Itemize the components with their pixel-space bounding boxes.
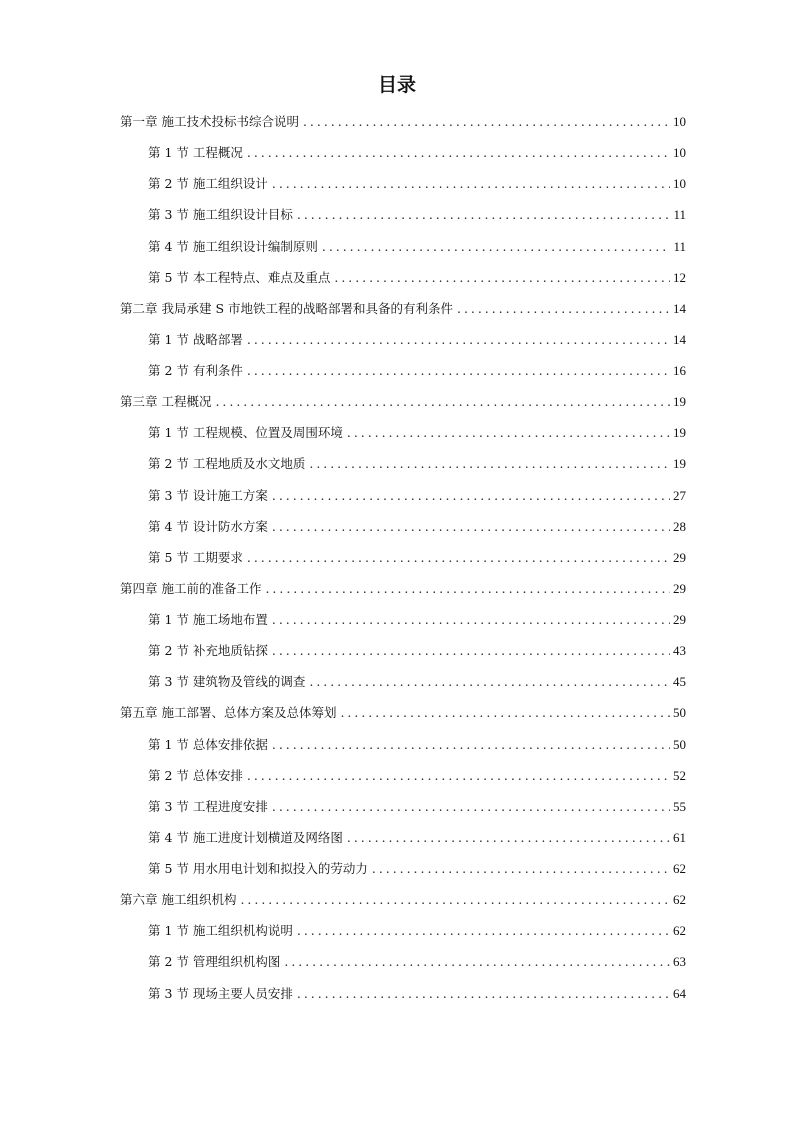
dot-leader [272,799,670,814]
toc-entry-label: 第 3 节 设计施工方案 [148,487,268,503]
toc-page-number: 14 [673,331,686,347]
toc-entry-label: 第 2 节 施工组织设计 [148,176,268,192]
toc-entry-label: 第五章 施工部署、总体方案及总体筹划 [120,705,337,721]
toc-entry-label: 第 4 节 施工进度计划横道及网络图 [148,829,343,845]
toc-page-number: 50 [673,705,686,721]
toc-entry-section[interactable] [120,828,686,859]
toc-entry-section[interactable] [120,517,686,548]
toc-entry-section[interactable] [120,454,686,485]
dot-leader [247,363,670,378]
toc-page-number: 12 [673,269,686,285]
toc-entry-label: 第 1 节 总体安排依据 [148,736,268,752]
dot-leader [322,239,671,254]
dot-leader [272,643,670,658]
toc-entry-label: 第一章 施工技术投标书综合说明 [120,114,299,129]
toc-entry-label: 第 3 节 施工组织设计目标 [148,207,293,223]
toc-page-number: 11 [673,207,686,223]
toc-page-number: 63 [673,954,686,970]
toc-page-number: 45 [673,674,686,690]
dot-leader [215,394,670,409]
toc-entry-label: 第 2 节 总体安排 [148,767,243,783]
toc-entry-section[interactable] [120,361,686,392]
toc-entry-section[interactable] [120,143,686,174]
toc-entry-label: 第 1 节 施工组织机构说明 [148,923,293,939]
toc-page-number: 62 [673,861,686,876]
toc-entry-section[interactable] [120,237,686,268]
toc-entry-section[interactable] [120,423,686,454]
toc-entry-label: 第 2 节 管理组织机构图 [148,954,281,970]
toc-entry-label: 第 5 节 本工程特点、难点及重点 [148,269,331,285]
dot-leader [297,923,670,938]
toc-entry-section[interactable] [120,797,686,828]
toc-page-number: 10 [673,145,686,161]
toc-page-number: 10 [673,114,686,129]
toc-page-number: 64 [673,985,686,1001]
dot-leader [284,954,670,969]
dot-leader [309,674,670,689]
dot-leader [372,861,670,876]
toc-entry-label: 第 3 节 现场主要人员安排 [148,985,293,1001]
toc-page-number: 19 [673,425,686,441]
toc-entry-section[interactable] [120,205,686,236]
toc-page-number: 62 [673,923,686,939]
toc-page-number: 43 [673,643,686,659]
toc-page-number: 27 [673,487,686,503]
dot-leader [334,270,670,285]
toc-entry-label: 第 3 节 工程进度安排 [148,798,268,814]
dot-leader [247,332,670,347]
toc-entry-section[interactable] [120,672,686,703]
dot-leader [340,705,670,720]
toc-entry-chapter[interactable] [120,112,686,143]
toc-entry-section[interactable] [120,610,686,641]
toc-entry-section[interactable] [120,921,686,952]
toc-entry-label: 第 1 节 工程概况 [148,145,243,161]
dot-leader [265,581,670,596]
toc-entry-section[interactable] [120,766,686,797]
toc-page-number: 29 [673,580,686,596]
dot-leader [297,207,671,222]
toc-page-number: 52 [673,767,686,783]
dot-leader [297,986,670,1001]
toc-page-number: 55 [673,798,686,814]
toc-entry-label: 第 5 节 用水用电计划和拟投入的劳动力 [148,861,368,876]
dot-leader [247,145,670,160]
toc-entry-section[interactable] [120,174,686,205]
toc-entry-label: 第 2 节 补充地质钻探 [148,643,268,659]
toc-entry-label: 第三章 工程概况 [120,394,212,410]
toc-entry-label: 第 2 节 工程地质及水文地质 [148,456,306,472]
dot-leader [272,176,670,191]
toc-entry-section[interactable] [120,330,686,361]
toc-page-number: 61 [673,829,686,845]
dot-leader [303,114,670,129]
toc-entry-label: 第 1 节 战略部署 [148,331,243,347]
toc-page-number: 10 [673,176,686,192]
toc-entry-label: 第六章 施工组织机构 [120,892,237,908]
page-title: 目录 [377,74,416,96]
toc-entry-section[interactable] [120,486,686,517]
toc-entry-chapter[interactable] [120,579,686,610]
toc-entry-label: 第 3 节 建筑物及管线的调查 [148,674,306,690]
toc-entry-label: 第 1 节 施工场地布置 [148,612,268,627]
toc-page-number: 19 [673,456,686,472]
toc-page-number: 16 [673,363,686,378]
dot-leader [457,301,670,316]
toc-entry-section[interactable] [120,952,686,983]
toc-entry-section[interactable] [120,268,686,299]
toc-entry-chapter[interactable] [120,392,686,423]
dot-leader [240,892,670,907]
toc-entry-chapter[interactable] [120,890,686,921]
toc-entry-section[interactable] [120,984,686,1015]
toc-entry-label: 第四章 施工前的准备工作 [120,580,262,596]
toc-entry-label: 第二章 我局承建 S 市地铁工程的战略部署和具备的有利条件 [120,300,453,316]
dot-leader [272,519,670,534]
dot-leader [272,488,670,503]
toc-page-number: 14 [673,300,686,316]
toc-page-number: 62 [673,892,686,908]
dot-leader [347,830,670,845]
dot-leader [347,425,670,440]
toc-page-number: 29 [673,549,686,565]
toc-entry-section[interactable] [120,859,686,890]
dot-leader [247,550,670,565]
toc-page-number: 28 [673,518,686,534]
toc-page-number: 19 [673,394,686,410]
toc-page-number: 11 [673,238,686,254]
toc-entry-section[interactable] [120,641,686,672]
toc-entry-label: 第 1 节 工程规模、位置及周围环境 [148,425,343,441]
toc-page-number: 50 [673,736,686,752]
toc-page-number: 29 [673,612,686,627]
table-of-contents [120,112,686,1015]
toc-entry-section[interactable] [120,548,686,579]
toc-entry-chapter[interactable] [120,299,686,330]
dot-leader [272,612,670,627]
toc-entry-label: 第 2 节 有利条件 [148,363,243,378]
toc-entry-section[interactable] [120,735,686,766]
toc-entry-chapter[interactable] [120,703,686,734]
toc-entry-label: 第 5 节 工期要求 [148,549,243,565]
dot-leader [309,456,670,471]
toc-entry-label: 第 4 节 设计防水方案 [148,518,268,534]
dot-leader [272,737,670,752]
toc-entry-label: 第 4 节 施工组织设计编制原则 [148,238,318,254]
dot-leader [247,768,670,783]
